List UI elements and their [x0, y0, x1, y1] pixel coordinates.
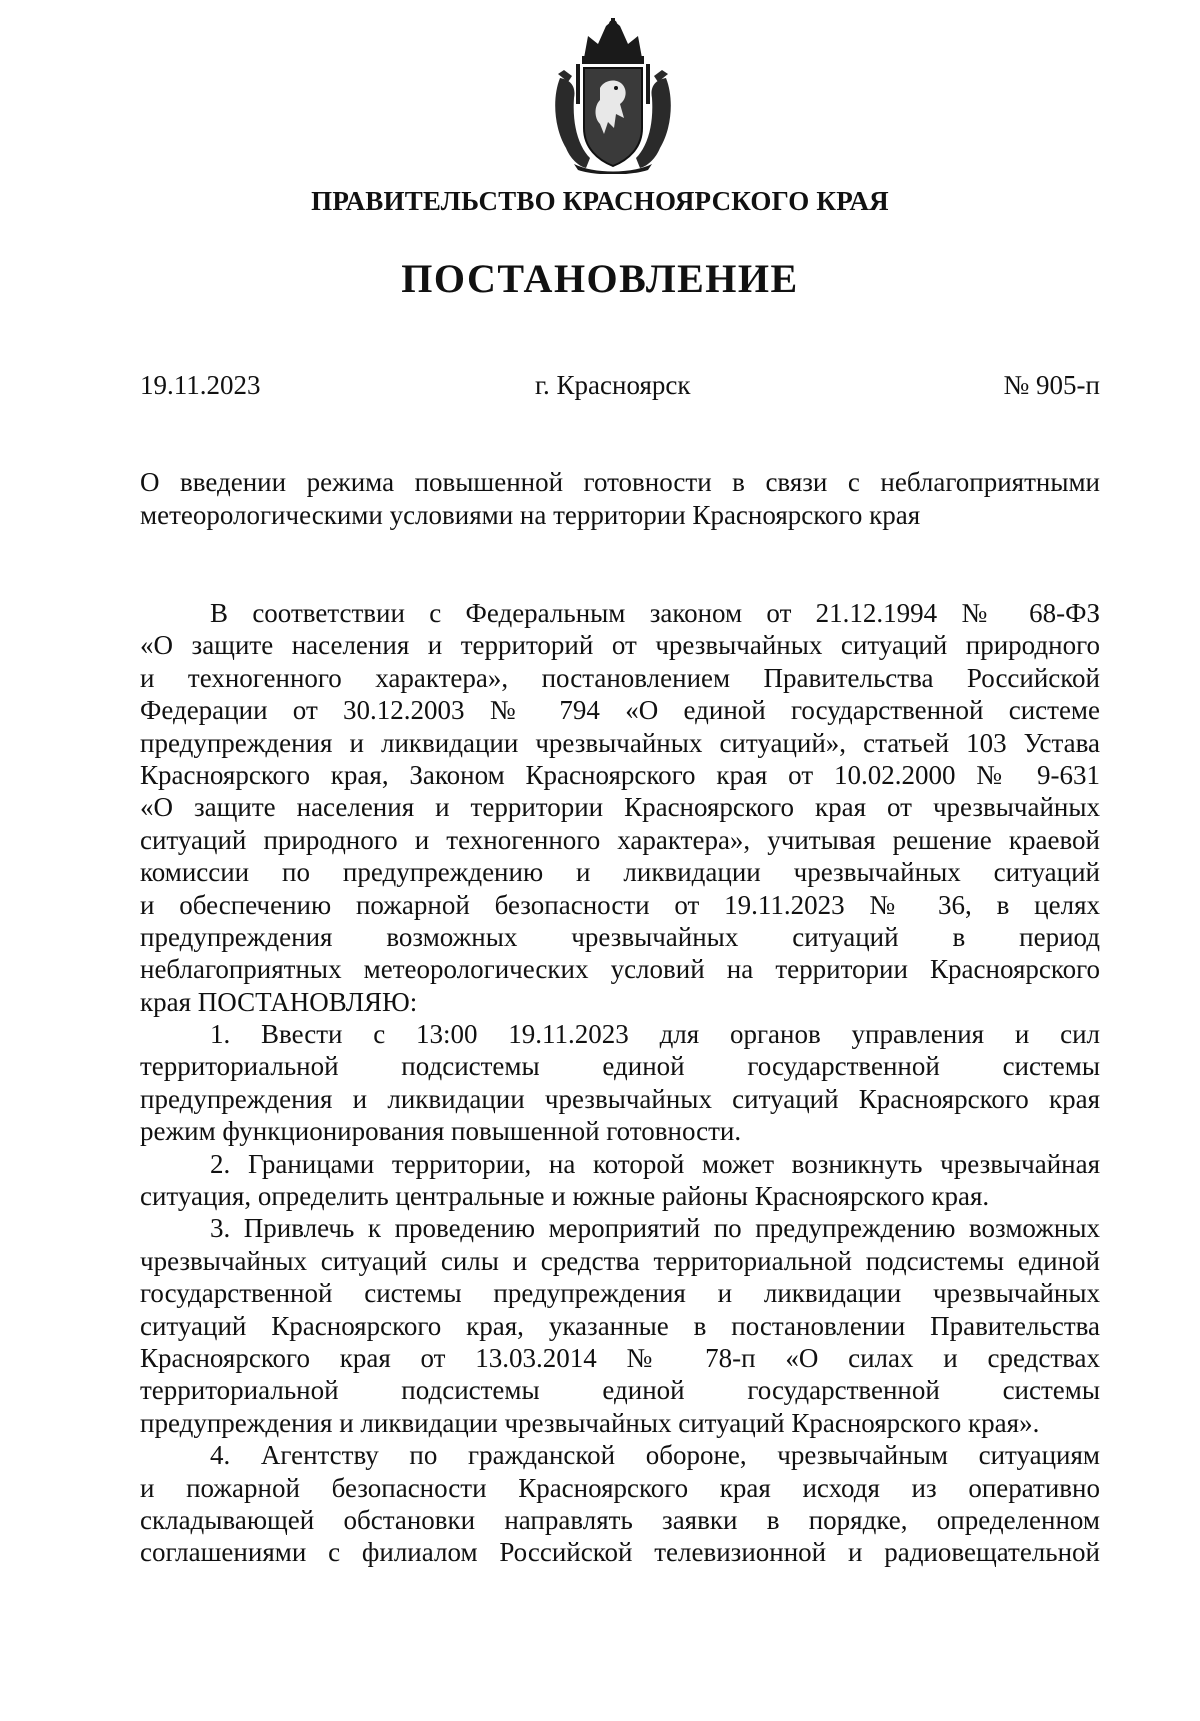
preamble-line: комиссии по предупреждению и ликвидации чрезвычайных ситуаций — [140, 857, 1100, 888]
preamble-line: и техногенного характера», постановлением Правительства Российской — [140, 662, 1100, 693]
item-3-line: Красноярского края от 13.03.2014 № 78-п «О силах и средствах — [140, 1342, 1100, 1373]
item-3-line: территориальной подсистемы единой государственной системы — [140, 1375, 1100, 1406]
item-2-line: ситуация, определить центральные и южные районы Красноярского края. — [140, 1181, 990, 1212]
document-subject — [140, 466, 1100, 532]
item-4-line: соглашениями с филиалом Российской телевизионной и радиовещательной — [140, 1537, 1100, 1568]
item-3-line: ситуаций Красноярского края, указанные в постановлении Правительства — [140, 1310, 1100, 1341]
preamble-line: края ПОСТАНОВЛЯЮ: — [140, 986, 418, 1017]
item-3-line: 3. Привлечь к проведению мероприятий по предупреждению возможных — [210, 1213, 1100, 1244]
preamble-line: «О защите населения и территории Красноярского края от чрезвычайных — [140, 792, 1100, 823]
krasnoyarsk-coat-of-arms-icon — [550, 18, 676, 174]
item-3-line: государственной системы предупреждения и ликвидации чрезвычайных — [140, 1278, 1100, 1309]
item-3-line: предупреждения и ликвидации чрезвычайных ситуаций Красноярского края». — [140, 1407, 1040, 1438]
preamble-line: предупреждения возможных чрезвычайных ситуаций в период — [140, 921, 1100, 952]
preamble-line: и обеспечению пожарной безопасности от 19.11.2023 № 36, в целях — [140, 889, 1100, 920]
document-city: г. Красноярск — [535, 370, 691, 400]
item-1-line: 1. Ввести с 13:00 19.11.2023 для органов управления и сил — [210, 1019, 1100, 1050]
item-3-line: чрезвычайных ситуаций силы и средства территориальной подсистемы единой — [140, 1245, 1100, 1276]
document-date: 19.11.2023 — [140, 370, 261, 400]
item-1-line: территориальной подсистемы единой государственной системы — [140, 1051, 1100, 1082]
item-4-line: и пожарной безопасности Красноярского края исходя из оперативно — [140, 1472, 1100, 1503]
preamble-line: Федерации от 30.12.2003 № 794 «О единой государственной системе — [140, 695, 1100, 726]
preamble-line: неблагоприятных метеорологических условий на территории Красноярского — [140, 954, 1100, 985]
item-1-line: предупреждения и ликвидации чрезвычайных ситуаций Красноярского края — [140, 1083, 1100, 1114]
item-4-line: 4. Агентству по гражданской обороне, чрезвычайным ситуациям — [210, 1440, 1100, 1471]
document-type-title: ПОСТАНОВЛЕНИЕ — [401, 256, 799, 301]
subject-line: метеорологическими условиями на территории Красноярского края — [140, 500, 921, 530]
organization-title: ПРАВИТЕЛЬСТВО КРАСНОЯРСКОГО КРАЯ — [311, 186, 889, 216]
item-2-line: 2. Границами территории, на которой может возникнуть чрезвычайная — [210, 1148, 1100, 1179]
item-1-line: режим функционирования повышенной готовности. — [140, 1116, 742, 1147]
document-meta-row — [140, 370, 1100, 406]
preamble-line: В соответствии с Федеральным законом от 21.12.1994 № 68-ФЗ — [210, 598, 1100, 628]
document-body — [140, 597, 1100, 1569]
preamble-line: предупреждения и ликвидации чрезвычайных ситуаций», статьей 103 Устава — [140, 727, 1100, 758]
preamble-line: ситуаций природного и техногенного характера», учитывая решение краевой — [140, 824, 1100, 855]
document-number: № 905-п — [1003, 370, 1100, 400]
item-4-line: складывающей обстановки направлять заявки в порядке, определенном — [140, 1504, 1100, 1535]
preamble-line: «О защите населения и территорий от чрезвычайных ситуаций природного — [140, 630, 1100, 661]
preamble-line: Красноярского края, Законом Красноярского края от 10.02.2000 № 9-631 — [140, 759, 1100, 790]
subject-line: О введении режима повышенной готовности в связи с неблагоприятными — [140, 467, 1100, 497]
